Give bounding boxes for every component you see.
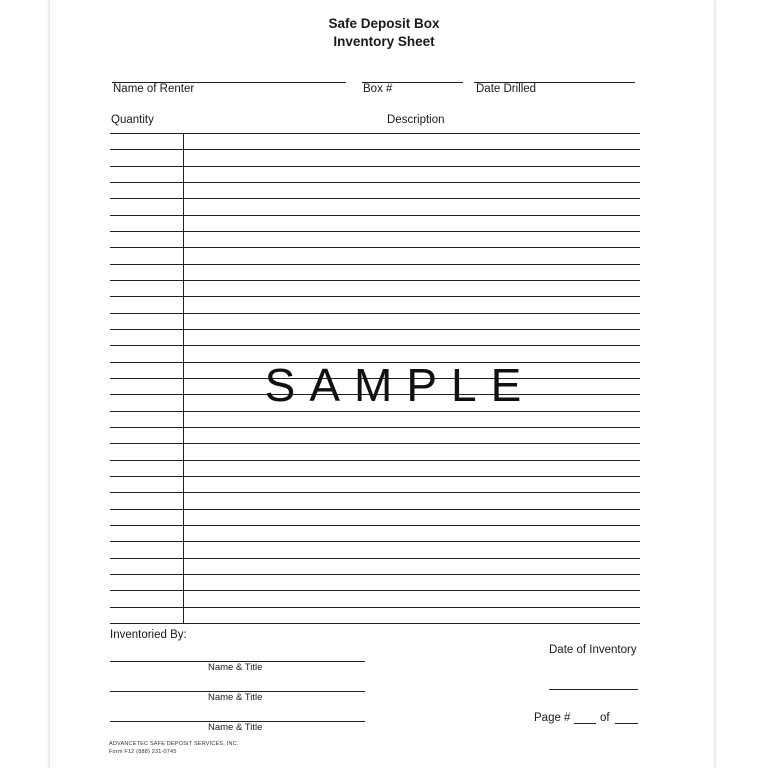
footer-company: ADVANCETEC SAFE DEPOSIT SERVICES, INC. [109,741,239,747]
inventoried-by-label: Inventoried By: [110,629,187,641]
table-row-line[interactable] [110,247,640,248]
form-title-line1: Safe Deposit Box [328,16,440,31]
table-row-line[interactable] [110,280,640,281]
renter-name-label: Name of Renter [113,83,195,95]
table-row-line[interactable] [110,607,640,608]
table-row-line[interactable] [110,509,640,510]
date-of-inventory-line[interactable] [549,689,638,690]
box-number-label: Box # [363,83,393,95]
table-row-line[interactable] [110,296,640,297]
table-row-line[interactable] [110,182,640,183]
table-row-line[interactable] [110,264,640,265]
table-row-line[interactable] [110,198,640,199]
table-row-line[interactable] [110,231,640,232]
sample-watermark: SAMPLE [264,359,536,411]
footer-form-info: Form F12 (888) 231-0745 [109,749,177,755]
form-title-line2: Inventory Sheet [333,34,435,49]
quantity-header: Quantity [111,114,154,126]
table-row-line[interactable] [110,574,640,575]
description-header: Description [387,114,445,126]
date-of-inventory-label: Date of Inventory [549,644,637,656]
table-row-line[interactable] [110,329,640,330]
table-row-line[interactable] [110,215,640,216]
table-row-line[interactable] [110,492,640,493]
page-number-label: Page # [534,712,571,724]
date-drilled-label: Date Drilled [476,83,537,95]
table-row-line[interactable] [110,149,640,150]
table-row-line[interactable] [110,345,640,346]
table-row-line[interactable] [110,427,640,428]
table-row-line[interactable] [110,525,640,526]
table-row-line[interactable] [110,443,640,444]
signature-label-2: Name & Title [208,692,263,703]
table-row-line[interactable] [110,623,640,624]
signature-label-1: Name & Title [208,662,263,673]
table-row-line[interactable] [110,558,640,559]
table-header-line [110,133,640,134]
table-row-line[interactable] [110,166,640,167]
signature-label-3: Name & Title [208,722,263,733]
page-of-label: of [600,712,610,724]
table-row-line[interactable] [110,590,640,591]
table-row-line[interactable] [110,476,640,477]
table-row-line[interactable] [110,541,640,542]
page-number-line[interactable] [574,723,596,724]
table-row-line[interactable] [110,313,640,314]
page-total-line[interactable] [615,723,638,724]
table-row-line[interactable] [110,460,640,461]
